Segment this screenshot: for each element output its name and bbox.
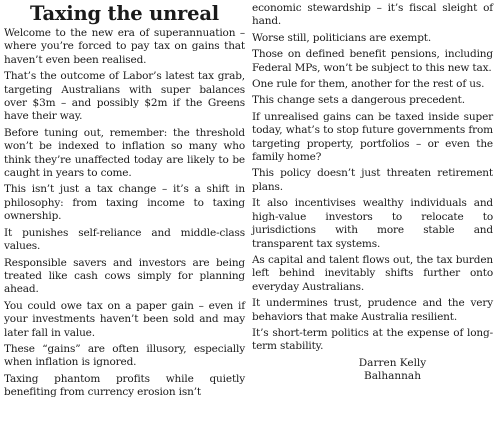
column-left xyxy=(4,2,245,403)
paragraph: This policy doesn’t just threaten retirement plans. xyxy=(252,167,493,193)
paragraph: As capital and talent flows out, the tax burden left behind inevitably shifts further onto everyday Australians. xyxy=(252,253,493,293)
paragraph: It undermines trust, prudence and the very behaviors that make Australia resilient. xyxy=(252,297,493,323)
paragraph: You could owe tax on a paper gain – even if your investments haven’t been sold and may later fall in value. xyxy=(4,299,245,339)
paragraph: Responsible savers and investors are being treated like cash cows simply for planning ahead. xyxy=(4,256,245,296)
author-location: Balhannah xyxy=(364,370,421,383)
paragraph: That’s the outcome of Labor’s latest tax grab, targeting Australians with super balances over $3m – and possibly $2m if the Greens have their way. xyxy=(4,70,245,123)
paragraph: It also incentivises wealthy individuals and high-value investors to relocate to jurisdictions with more stable and transparent tax systems. xyxy=(252,197,493,250)
paragraph: Those on defined benefit pensions, including Federal MPs, won’t be subject to this new tax. xyxy=(252,48,493,74)
paragraph: Taxing phantom profits while quietly benefiting from currency erosion isn’t xyxy=(4,372,245,399)
paragraph: This isn’t just a tax change – it’s a shift in philosophy: from taxing income to taxing ownership. xyxy=(4,183,245,223)
paragraph: One rule for them, another for the rest of us. xyxy=(252,78,485,91)
paragraph: If unrealised gains can be taxed inside super today, what’s to stop future governments from targeting property, portfolios – or even the family home? xyxy=(252,110,493,164)
paragraph: This change sets a dangerous precedent. xyxy=(252,94,465,107)
paragraph: economic stewardship – it’s fiscal sleight of hand. xyxy=(252,2,493,28)
headline: Taxing the unreal xyxy=(30,2,219,25)
column-right xyxy=(252,2,493,403)
author-name: Darren Kelly xyxy=(358,356,427,369)
paragraph: Before tuning out, remember: the threshold won’t be indexed to inflation so many who think they’re unaffected today are likely to be caught in years to come. xyxy=(4,126,245,180)
letter-columns xyxy=(4,2,493,403)
paragraph: It’s short-term politics at the expense of long-term stability. xyxy=(252,326,493,353)
paragraph: Worse still, politicians are exempt. xyxy=(252,31,432,44)
paragraph: It punishes self-reliance and middle-class values. xyxy=(4,226,245,253)
paragraph: These “gains” are often illusory, especially when inflation is ignored. xyxy=(4,342,245,369)
paragraph: Welcome to the new era of superannuation – where you’re forced to pay tax on gains that haven’t even been realised. xyxy=(4,27,245,66)
